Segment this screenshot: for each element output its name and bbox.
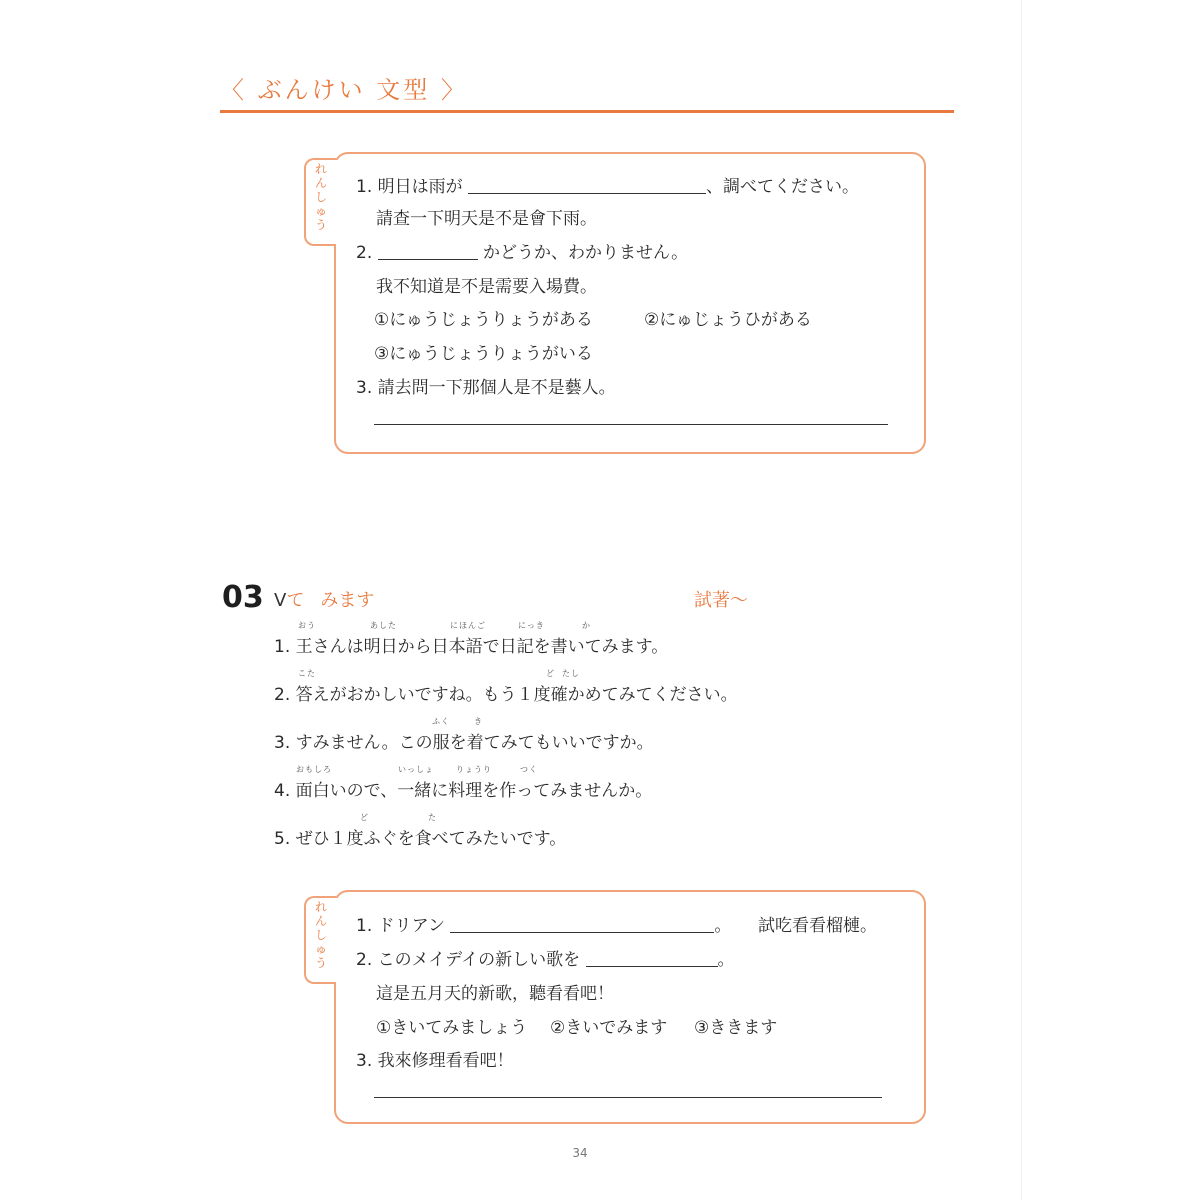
practice2-q1-zh: 試吃看看榴槤。 [758,916,877,936]
practice-tab-label-1: れ ん しゅ う [314,162,327,232]
example-4: 4. 面白いので、一緒に料理を作ってみませんか。 [274,781,653,801]
furigana: りょうり [456,765,492,774]
practice-box-1 [334,152,926,454]
practice2-q1: 1. ドリアン 。 [356,916,732,936]
page-edge [1021,0,1022,1200]
practice1-q2-zh: 我不知道是不是需要入場費。 [376,277,597,297]
practice2-option-2[interactable]: ②きいでみます [550,1018,668,1038]
example-2: 2. 答えがおかしいですね。もう１度確かめてみてください。 [274,685,738,705]
example-1: 1. 王さんは明日から日本語で日記を書いてみます。 [274,637,669,657]
answer-line[interactable] [374,1097,882,1098]
practice-tab-label-2: れ ん しゅ う [314,900,327,970]
example-5: 5. ぜひ１度ふぐを食べてみたいです。 [274,829,567,849]
practice2-option-1[interactable]: ①きいてみましょう [376,1018,528,1038]
example-3: 3. すみません。この服を着てみてもいいですか。 [274,733,654,753]
practice1-option-1[interactable]: ①にゅうじょうりょうがある [374,310,593,330]
header-rule [220,110,954,113]
answer-blank[interactable] [450,916,714,933]
furigana: た [428,813,437,822]
furigana: いっしょ [398,765,434,774]
practice2-q2: 2. このメイデイの新しい歌を 。 [356,950,735,970]
page-number: 34 [572,1146,588,1160]
furigana: ふく [432,717,450,726]
furigana: あした [370,621,397,630]
section-title: 〈 ぶんけい 文型 〉 [220,76,468,104]
furigana: おう [298,621,316,630]
grammar-meaning: 試著～ [694,590,748,611]
section-header [220,68,954,114]
furigana: こた [298,669,316,678]
practice2-option-3[interactable]: ③ききます [694,1018,778,1038]
grammar-number: 03 [222,580,264,615]
practice1-option-3[interactable]: ③にゅうじょうりょうがいる [374,344,593,364]
furigana: ど [360,813,369,822]
practice1-option-2[interactable]: ②にゅじょうひがある [644,310,812,330]
furigana: つく [520,765,538,774]
practice1-q1-zh: 請查一下明天是不是會下雨。 [376,209,597,229]
furigana: き [474,717,483,726]
answer-blank[interactable] [468,177,706,194]
furigana: か [582,621,591,630]
practice2-q2-zh: 這是五月天的新歌，聽看看吧！ [376,984,614,1004]
furigana: ど [546,669,555,678]
answer-blank[interactable] [586,950,718,967]
practice2-q3: 3. 我來修理看看吧！ [356,1051,514,1071]
practice1-q2: 2. かどうか、わかりません。 [356,243,689,263]
answer-blank[interactable] [378,243,478,260]
furigana: たし [562,669,580,678]
practice1-q3: 3. 請去問一下那個人是不是藝人。 [356,378,616,398]
grammar-pattern: Vて みます [274,590,375,611]
furigana: おもしろ [296,765,332,774]
answer-line[interactable] [374,424,888,425]
furigana: にほんご [450,621,486,630]
practice1-q1: 1. 明日は雨が 、調べてください。 [356,177,860,197]
furigana: にっき [518,621,545,630]
